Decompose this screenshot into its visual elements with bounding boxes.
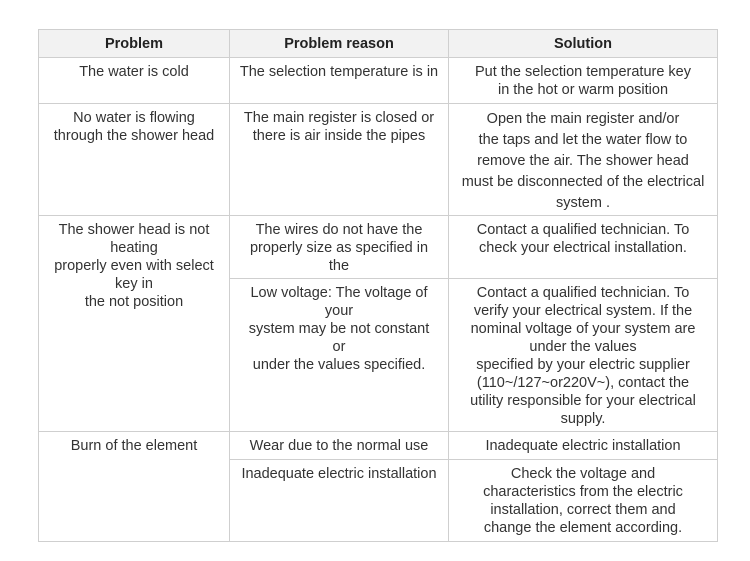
cell-line: there is air inside the pipes [252, 128, 426, 144]
cell-line: check your electrical installation. [479, 240, 687, 256]
problem-cell [39, 432, 230, 542]
cell-line: Open the main register and/or [486, 111, 680, 127]
cell-line: properly even with select [54, 258, 214, 274]
header-solution: Solution [449, 30, 718, 58]
cell-line: Inadequate electric installation [241, 466, 437, 482]
cell-line: the not position [84, 294, 184, 310]
cell-line: The water is cold [79, 64, 189, 80]
problem-cell [39, 104, 230, 216]
reason-cell [230, 216, 449, 279]
cell-line: The shower head is not [58, 222, 210, 238]
cell-line: key in [115, 276, 153, 292]
cell-line: supply. [560, 411, 606, 427]
solution-cell [449, 58, 718, 104]
table-row [39, 432, 718, 460]
problem-cell [39, 216, 230, 432]
solution-cell [449, 216, 718, 279]
cell-line: nominal voltage of your system are [470, 321, 696, 337]
cell-line: characteristics from the electric [483, 484, 683, 500]
solution-cell [449, 432, 718, 460]
reason-cell [230, 432, 449, 460]
cell-line: The wires do not have the [255, 222, 423, 238]
cell-line: heating [110, 240, 158, 256]
cell-line: (110~/127~or220V~), contact the [476, 375, 690, 391]
cell-line: Burn of the element [70, 438, 198, 454]
solution-cell [449, 460, 718, 542]
cell-line: Wear due to the normal use [249, 438, 429, 454]
cell-line: No water is flowing [73, 110, 195, 126]
table-row [39, 216, 718, 279]
reason-cell [230, 104, 449, 216]
cell-line: Contact a qualified technician. To [476, 285, 690, 301]
cell-line: the taps and let the water flow to [478, 132, 688, 148]
header-problem: Problem [39, 30, 230, 58]
cell-line: Check the voltage and [510, 466, 656, 482]
cell-line: or [332, 339, 346, 355]
cell-line: in the hot or warm position [497, 82, 669, 98]
cell-line: Put the selection temperature key [474, 64, 691, 80]
cell-line: The main register is closed or [243, 110, 435, 126]
cell-line: Contact a qualified technician. To [476, 222, 690, 238]
solution-cell [449, 104, 718, 216]
cell-line: The selection temperature is in [239, 64, 439, 80]
header-problem-reason: Problem reason [230, 30, 449, 58]
cell-line: installation, correct them and [490, 502, 676, 518]
cell-line: Inadequate electric installation [485, 438, 681, 454]
cell-line: remove the air. The shower head [477, 153, 689, 169]
cell-line: change the element according. [483, 520, 683, 536]
table-row [39, 58, 718, 104]
troubleshooting-table [38, 29, 718, 542]
cell-line: specified by your electric supplier [476, 357, 690, 373]
cell-line: utility responsible for your electrical [470, 393, 696, 409]
cell-line: under the values [529, 339, 637, 355]
reason-cell [230, 58, 449, 104]
cell-line: the [328, 258, 350, 274]
cell-line: verify your electrical system. If the [473, 303, 693, 319]
cell-line: under the values specified. [252, 357, 426, 373]
cell-line: system . [556, 195, 610, 211]
problem-cell [39, 58, 230, 104]
cell-line: through the shower head [53, 128, 215, 144]
solution-cell [449, 279, 718, 432]
reason-cell [230, 279, 449, 432]
cell-line: Low voltage: The voltage of [250, 285, 428, 301]
cell-line: system may be not constant [248, 321, 430, 337]
cell-line: your [324, 303, 354, 319]
reason-cell [230, 460, 449, 542]
cell-line: must be disconnected of the electrical [461, 174, 705, 190]
header-row [39, 30, 718, 58]
cell-line: properly size as specified in [249, 240, 429, 256]
table-row [39, 104, 718, 216]
